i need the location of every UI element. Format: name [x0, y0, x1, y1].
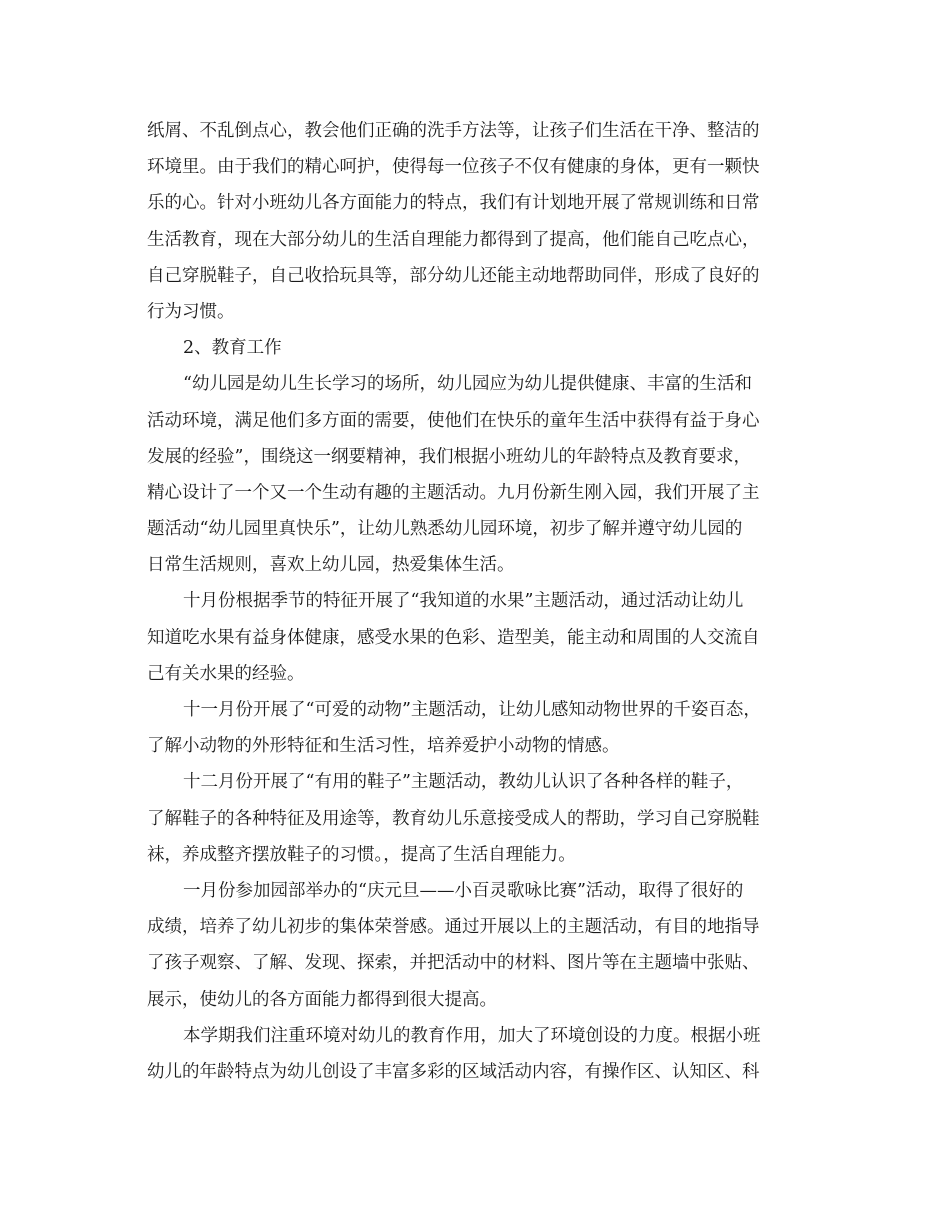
text-line: 生活教育，现在大部分幼儿的生活自理能力都得到了提高，他们能自己吃点心，: [147, 229, 760, 250]
text-line: “幼儿园是幼儿生长学习的场所，幼儿园应为幼儿提供健康、丰富的生活和: [183, 374, 752, 395]
text-line: 日常生活规则，喜欢上幼儿园，热爱集体生活。: [147, 555, 515, 576]
text-line: 袜，养成整齐摆放鞋子的习惯。，提高了生活自理能力。: [147, 844, 576, 865]
text-line: 了解小动物的外形特征和生活习性，培养爱护小动物的情感。: [147, 736, 620, 757]
body-text: [147, 113, 807, 1090]
text-line: 题活动“幼儿园里真快乐”，让幼儿熟悉幼儿园环境，初步了解并遵守幼儿园的: [147, 519, 743, 540]
text-line: 一月份参加园部举办的“庆元旦——小百灵歌咏比赛”活动，取得了很好的: [183, 880, 744, 901]
text-line: 发展的经验”，围绕这一纲要精神，我们根据小班幼儿的年龄特点及教育要求，: [147, 446, 751, 467]
text-line: 知道吃水果有益身体健康，感受水果的色彩、造型美，能主动和周围的人交流自: [147, 627, 760, 648]
text-line: 自己穿脱鞋子，自己收拾玩具等，部分幼儿还能主动地帮助同伴，形成了良好的: [147, 265, 760, 286]
text-line: 幼儿的年龄特点为幼儿创设了丰富多彩的区域活动内容，有操作区、认知区、科: [147, 1061, 760, 1082]
text-line: 乐的心。针对小班幼儿各方面能力的特点，我们有计划地开展了常规训练和日常: [147, 193, 760, 214]
text-line: 行为习惯。: [147, 301, 235, 322]
text-line: 活动环境，满足他们多方面的需要，使他们在快乐的童年生活中获得有益于身心: [147, 410, 760, 431]
text-line: 己有关水果的经验。: [147, 663, 305, 684]
text-line: 精心设计了一个又一个生动有趣的主题活动。九月份新生刚入园，我们开展了主: [147, 482, 760, 503]
text-line: 十一月份开展了“可爱的动物”主题活动，让幼儿感知动物世界的千姿百态，: [183, 700, 761, 720]
text-line: 了解鞋子的各种特征及用途等，教育幼儿乐意接受成人的帮助，学习自己穿脱鞋: [147, 808, 760, 829]
text-line: 本学期我们注重环境对幼儿的教育作用，加大了环境创设的力度。根据小班: [183, 1025, 761, 1046]
text-line: 十二月份开展了“有用的鞋子”主题活动，教幼儿认识了各种各样的鞋子，: [183, 772, 744, 793]
text-line: 展示，使幼儿的各方面能力都得到很大提高。: [147, 989, 497, 1010]
text-line: 十月份根据季节的特征开展了“我知道的水果”主题活动，通过活动让幼儿: [183, 591, 744, 612]
text-line: 了孩子观察、了解、发现、探索，并把活动中的材料、图片等在主题墙中张贴、: [147, 953, 760, 974]
text-line: 2、教育工作: [183, 338, 282, 359]
text-line: 成绩，培养了幼儿初步的集体荣誉感。通过开展以上的主题活动，有目的地指导: [147, 917, 760, 938]
text-line: 纸屑、不乱倒点心，教会他们正确的洗手方法等，让孩子们生活在干净、整洁的: [147, 121, 760, 141]
text-line: 环境里。由于我们的精心呵护，使得每一位孩子不仅有健康的身体，更有一颗快: [147, 157, 760, 178]
